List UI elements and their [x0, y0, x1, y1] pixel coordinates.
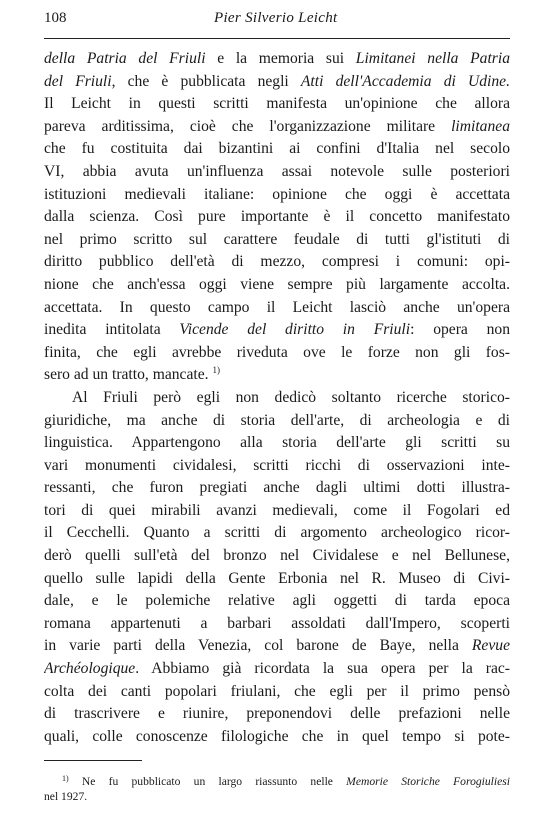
text-line: di trascrivere e riunire, preponendovi delle prefazioni nelle [44, 705, 510, 723]
text-span: Revue [471, 637, 510, 655]
text-line [44, 319, 510, 342]
text-line [44, 658, 510, 681]
text-span: del Friuli [44, 72, 112, 90]
text-span: e la memoria sui [205, 50, 356, 67]
text-line: diritto pubblico dell'età di mezzo, compresi i comuni: opi- [44, 253, 510, 271]
text-line [44, 48, 510, 71]
text-span: limitanea [451, 117, 510, 135]
text-line: derò quelli sull'età del bronzo nel Cividalese e nel Bellunese, [44, 547, 510, 565]
text-line: romana appartenuti a barbari assoldati dall'Impero, scoperti [44, 614, 510, 632]
text-line [44, 635, 510, 658]
text-span: Ne fu pubblicato un largo riassunto nelle [68, 775, 347, 788]
text-line: Il Leicht in questi scritti manifesta un'opinione che allora [44, 95, 510, 113]
text-span: inedita intitolata [44, 321, 180, 339]
text-span: in varie parti della Venezia, col barone de Baye, nella [44, 637, 472, 655]
text-line: il Cecchelli. Quanto a scritti di argomento archeologico ricor- [44, 524, 510, 542]
text-line: nione che anch'essa oggi viene sempre più largamente accolta. [44, 275, 510, 293]
text-line: quello sulle lapidi della Gente Erbonia nel R. Museo di Civi- [44, 569, 510, 587]
document-page [44, 0, 510, 831]
text-span: : opera non [410, 321, 510, 339]
text-line: giuridiche, ma anche di storia dell'arte, di archeologia e di [44, 411, 510, 429]
text-line [44, 364, 510, 387]
footnote-rule [44, 760, 142, 761]
footnote-reference[interactable]: 1) [212, 365, 220, 376]
text-span: pareva arditissima, cioè che l'organizzazione militare [44, 117, 452, 135]
text-span: Vicende del diritto in Friuli [179, 321, 411, 339]
footnote [44, 774, 510, 804]
running-head: Pier Silverio Leicht [214, 10, 338, 26]
text-line: VI, abbia avuta un'influenza assai notevole sulle posteriori [44, 162, 510, 180]
body-text [44, 48, 510, 748]
text-line: che fu costituita dai bizantini ai confini d'Italia nel secolo [44, 140, 510, 158]
text-line: dale, e le polemiche relative agli oggetti di tarda epoca [44, 592, 510, 610]
text-line: quali, colle conoscenze filologiche che in quel tempo si pote- [44, 727, 510, 745]
text-span: , che è pubblicata negli [111, 72, 301, 90]
text-span: della Patria del Friuli [44, 50, 206, 67]
text-line [44, 116, 510, 139]
text-line: linguistica. Appartengono alla storia dell'arte gli scritti su [44, 434, 510, 452]
text-line [44, 71, 510, 94]
text-line: dalla scienza. Così pure importante è il concetto manifestato [44, 208, 510, 226]
text-line: tori di quei mirabili avanzi medievali, come il Fogolari ed [44, 501, 510, 519]
text-span: Archéologique [44, 660, 136, 678]
text-line: vari monumenti cividalesi, scritti ricchi di osservazioni inte- [44, 456, 510, 474]
text-line: nel primo scritto sul carattere feudale di tutti gl'istituti di [44, 230, 510, 248]
text-line: ressanti, che furon pregiati anche dagli ultimi dotti illustra- [44, 479, 510, 497]
text-span: . Abbiamo già ricordata la sua opera per la rac- [135, 660, 510, 678]
text-span: Limitanei nella Patria [355, 50, 510, 67]
text-line: finita, che egli avrebbe riveduta ove le forze non gli fos- [44, 343, 510, 361]
header-rule [44, 38, 510, 39]
text-line: istituzioni medievali italiane: opinione che oggi è accettata [44, 185, 510, 203]
page-header [44, 10, 510, 32]
text-line: accettata. In questo campo il Leicht lasciò anche un'opera [44, 298, 510, 316]
text-span: Memorie Storiche Forogiuliesi [346, 775, 510, 788]
paragraph-first-line: Al Friuli però egli non dedicò soltanto ricerche storico- [72, 388, 510, 406]
footnote-line: nel 1927. [44, 790, 88, 803]
page-number: 108 [44, 10, 67, 26]
text-line: colta dei canti popolari friulani, che egli per il primo pensò [44, 682, 510, 700]
footnote-marker: 1) [62, 774, 69, 783]
footnote-line [44, 774, 510, 789]
text-span: Atti dell'Accademia di Udine. [300, 72, 510, 90]
text-span: sero ad un tratto, mancate. [44, 366, 209, 384]
